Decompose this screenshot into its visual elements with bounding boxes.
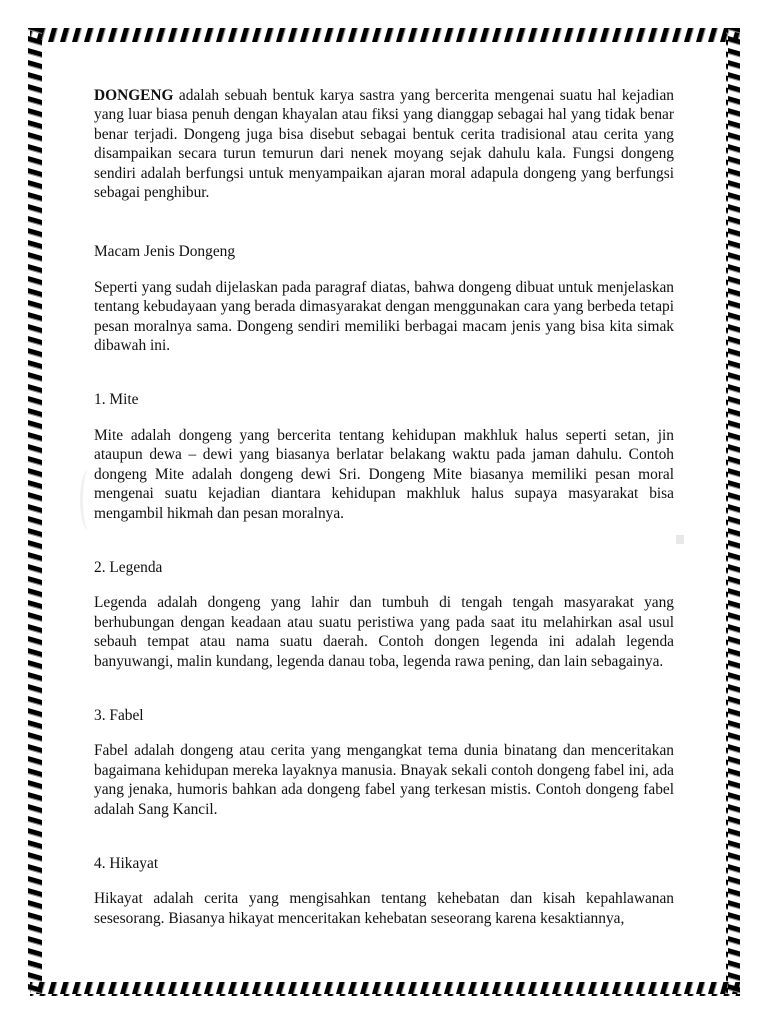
section-heading-mite: 1. Mite	[94, 391, 139, 409]
section-heading-legenda: 2. Legenda	[94, 558, 163, 576]
section-heading-hikayat: 4. Hikayat	[94, 854, 159, 872]
section-text-fabel: Fabel adalah dongeng atau cerita yang mengangkat tema dunia binatang dan menceritakan bagaimana kehidupan mereka layaknya manusia. Bnayak sekali contoh dongeng fabel ini, ada yang jenaka, humoris bahkan ada dongeng fabel yang terkesan mistis. Contoh dongeng fabel adalah Sang Kancil.	[94, 742, 674, 818]
document-body	[94, 86, 674, 928]
types-paragraph: Seperti yang sudah dijelaskan pada paragraf diatas, bahwa dongeng dibuat untuk menjelaskan tentang kebudayaan yang berada dimasyarakat dengan menggunakan cara yang berbeda tetapi pesan moralnya sama. Dongeng sendiri memiliki berbagai macam jenis yang bisa kita simak dibawah ini.	[94, 278, 674, 355]
intro-text: adalah sebuah bentuk karya sastra yang bercerita mengenai suatu hal kejadian yang luar biasa penuh dengan khayalan atau fiksi yang dianggap sebagai hal yang tidak benar benar terjadi. Dongeng juga bisa disebut sebagai bentuk cerita tradisional atau cerita yang disampaikan secara turun temurun dari nenek moyang sejak dahulu kala. Fungsi dongeng sendiri adalah berfungsi untuk menyampaikan ajaran moral adapula dongeng yang berfungsi sebagai penghibur.	[94, 87, 674, 202]
types-heading: Macam Jenis Dongeng	[94, 243, 236, 261]
intro-paragraph	[94, 86, 674, 202]
section-heading-fabel: 3. Fabel	[94, 706, 144, 724]
scan-artifact-mark	[676, 535, 684, 544]
section-text-hikayat: Hikayat adalah cerita yang mengisahkan tentang kehebatan dan kisah kepahlawanan sesesorang. Biasanya hikayat menceritakan kehebatan seseorang karena kesaktiannya,	[94, 890, 674, 927]
intro-term: DONGENG	[94, 87, 174, 104]
section-text-mite: Mite adalah dongeng yang bercerita tentang kehidupan makhluk halus seperti setan, jin ataupun dewa – dewi yang biasanya berlatar belakang waktu pada jaman dahulu. Contoh dongeng Mite adalah dongeng dewi Sri. Dongeng Mite biasanya memiliki pesan moral mengenai suatu kejadian diantara kehidupan makhluk halus supaya masyarakat bisa mengambil hikmah dan pesan moralnya.	[94, 426, 674, 522]
section-text-legenda: Legenda adalah dongeng yang lahir dan tumbuh di tengah tengah masyarakat yang berhubungan dengan keadaan atau suatu peristiwa yang pada saat itu melahirkan asal usul sebauh tempat atau nama suatu daerah. Contoh dongen legenda ini adalah legenda banyuwangi, malin kundang, legenda danau toba, legenda rawa pening, dan lain sebagainya.	[94, 594, 674, 670]
